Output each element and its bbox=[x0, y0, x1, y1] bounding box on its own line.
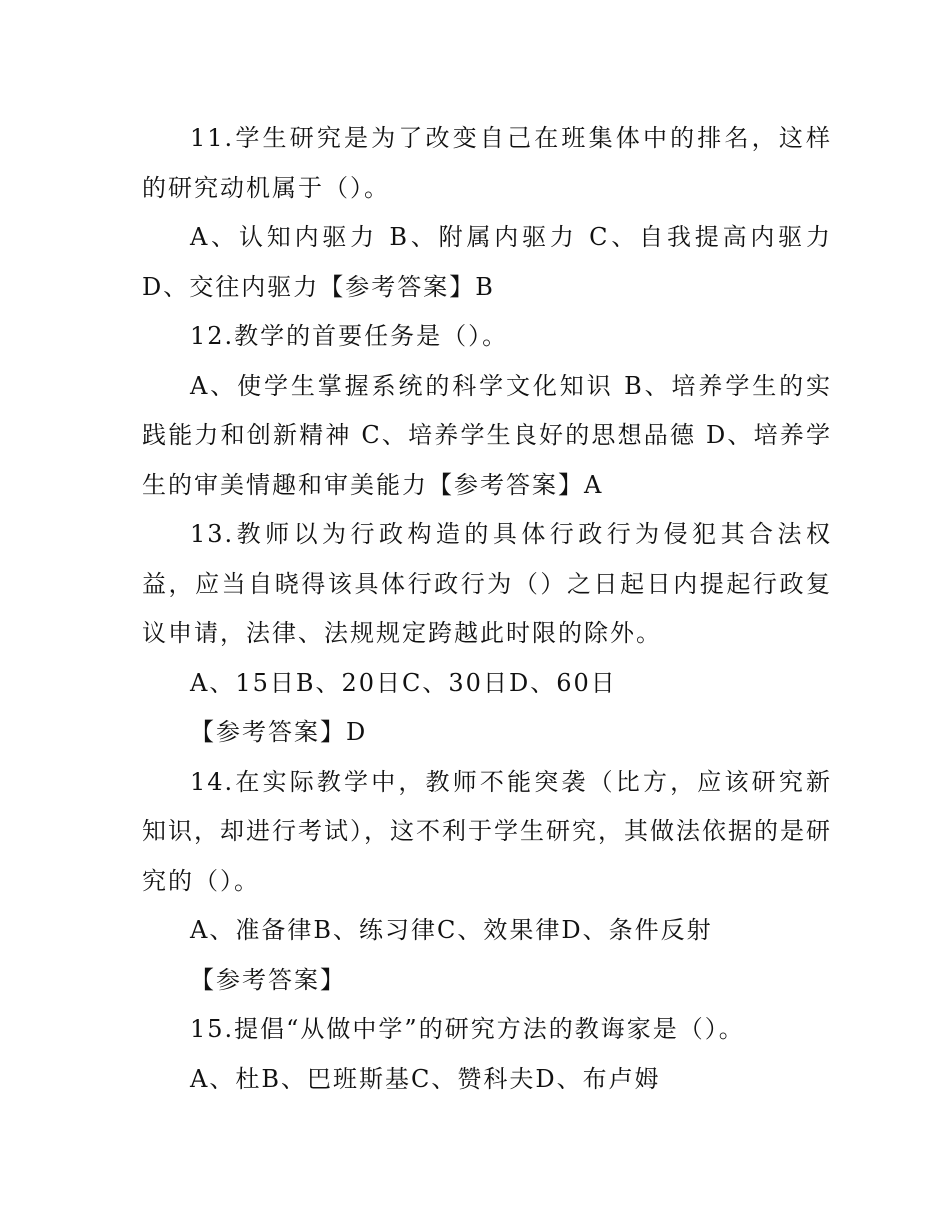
question-13-answer: 【参考答案】D bbox=[190, 718, 368, 746]
question-15: 15.提倡“从做中学”的研究方法的教诲家是（）。 bbox=[190, 1015, 745, 1043]
question-13: 13.教师以为行政构造的具体行政行为侵犯其合法权益，应当自晓得该具体行政行为（）之日起日内提起行政复议申请，法律、法规规定跨越此时限的除外。 bbox=[142, 520, 832, 647]
question-14-options: A、准备律B、练习律C、效果律D、条件反射 bbox=[190, 916, 713, 944]
question-12-options-answer: A、使学生掌握系统的科学文化知识 B、培养学生的实践能力和创新精神 C、培养学生良好的思想品德 D、培养学生的审美情趣和审美能力【参考答案】A bbox=[142, 371, 832, 499]
question-14: 14.在实际教学中，教师不能突袭（比方，应该研究新知识，却进行考试），这不利于学生研究，其做法依据的是研究的（）。 bbox=[142, 767, 832, 895]
question-14-answer: 【参考答案】 bbox=[190, 965, 346, 994]
question-13-options: A、15日B、20日C、30日D、60日 bbox=[190, 668, 617, 697]
question-11-options-answer: A、认知内驱力 B、附属内驱力 C、自我提高内驱力 D、交往内驱力【参考答案】B bbox=[142, 223, 832, 301]
question-12: 12.教学的首要任务是（）。 bbox=[190, 322, 509, 350]
document-body bbox=[142, 114, 832, 1104]
question-11: 11.学生研究是为了改变自己在班集体中的排名，这样的研究动机属于（）。 bbox=[142, 124, 832, 202]
question-15-options: A、杜B、巴班斯基C、赞科夫D、布卢姆 bbox=[190, 1064, 661, 1093]
